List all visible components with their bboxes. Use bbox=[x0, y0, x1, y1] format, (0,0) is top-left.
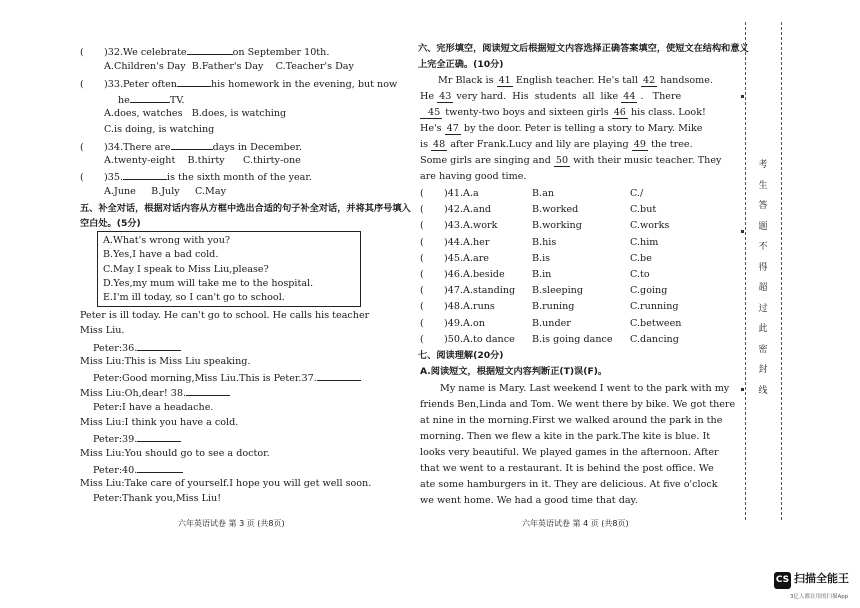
section-7-title: 七、阅读理解(20分) bbox=[418, 350, 504, 361]
cloze-line: are having good time. bbox=[420, 171, 527, 182]
answer-blank[interactable] bbox=[137, 430, 181, 442]
option-b: B.is bbox=[532, 252, 551, 264]
question-number: )43. bbox=[444, 220, 464, 232]
dialogue-line: Miss Liu:You should go to see a doctor. bbox=[80, 448, 270, 459]
cloze-choice-row bbox=[420, 218, 497, 234]
page-3 bbox=[0, 0, 420, 608]
option-b: B.working bbox=[532, 220, 582, 232]
option-b: B.runing bbox=[532, 301, 575, 313]
box-option-e: E.I'm ill today, so I can't go to school. bbox=[103, 292, 285, 303]
dialogue-line: Peter:Thank you,Miss Liu! bbox=[93, 493, 222, 504]
reading-line: that we went to a restaurant. It is behind the post office. We bbox=[420, 463, 714, 474]
dialogue-line: Peter:I have a headache. bbox=[93, 402, 214, 413]
question-35-options bbox=[104, 184, 226, 200]
option-b: B.under bbox=[532, 317, 571, 329]
answer-paren[interactable]: ( bbox=[420, 333, 424, 345]
seal-notice-char: 生 bbox=[758, 180, 768, 191]
option-a: A.and bbox=[463, 204, 492, 216]
dialogue-intro: Peter is ill today. He can't go to school. He calls his teacher bbox=[80, 310, 370, 321]
section-5-title: 五、补全对话，根据对话内容从方框中选出合适的句子补全对话，并将其序号填入 bbox=[80, 203, 411, 214]
option-b: B.is going dance bbox=[532, 333, 613, 345]
option-a: A.work bbox=[463, 220, 498, 232]
answer-paren[interactable]: ( bbox=[420, 301, 424, 313]
answer-paren[interactable]: ( bbox=[420, 269, 424, 280]
answer-blank[interactable] bbox=[177, 75, 211, 87]
option-c: C./ bbox=[630, 188, 644, 199]
option-c: C.works bbox=[630, 220, 670, 232]
seal-notice-char: 答 bbox=[758, 201, 768, 211]
option-c: C.running bbox=[630, 301, 679, 313]
section-7-subtitle: A.阅读短文，根据短文内容判断正(T)误(F)。 bbox=[420, 366, 608, 377]
seal-notice-char: 此 bbox=[758, 324, 768, 334]
seal-notice-char: 过 bbox=[758, 303, 768, 314]
dialogue-line: Miss Liu:This is Miss Liu speaking. bbox=[80, 356, 251, 367]
margin-mark bbox=[741, 388, 744, 391]
reading-line: at nine in the morning.First we walked around the park in the bbox=[420, 415, 723, 426]
cloze-choice-row bbox=[420, 299, 495, 315]
answer-blank[interactable] bbox=[317, 369, 361, 381]
question-number: )42. bbox=[444, 204, 464, 216]
seal-notice-char: 线 bbox=[758, 385, 768, 396]
option-c: C.him bbox=[630, 236, 659, 248]
seal-notice-char: 超 bbox=[758, 283, 768, 293]
option-b: B.does, is watching bbox=[191, 108, 287, 119]
question-number: )50. bbox=[444, 333, 464, 345]
question-number: )48. bbox=[444, 301, 464, 313]
cloze-choice-row bbox=[420, 235, 489, 251]
option-a: A.standing bbox=[463, 285, 516, 297]
cloze-line: Some girls are singing and 50 with their music teacher. They bbox=[420, 155, 722, 166]
cloze-choice-row bbox=[420, 283, 515, 299]
margin-mark bbox=[741, 230, 744, 233]
option-a: A.on bbox=[463, 317, 485, 329]
camscanner-name: 扫描全能王 bbox=[794, 572, 849, 585]
question-number: )41. bbox=[444, 188, 464, 199]
option-a: A.to dance bbox=[463, 333, 515, 345]
answer-blank[interactable] bbox=[186, 384, 230, 396]
option-b: B.his bbox=[532, 236, 557, 248]
box-option-c: C.May I speak to Miss Liu,please? bbox=[103, 264, 269, 275]
option-b: B.July bbox=[151, 186, 180, 197]
reading-line: ate some hamburgers in it. They are delicious. At five o'clock bbox=[420, 479, 718, 490]
dialogue-line: Miss Liu:I think you have a cold. bbox=[80, 417, 239, 428]
answer-paren[interactable]: ( bbox=[420, 220, 424, 232]
option-a: A.does, watches bbox=[104, 108, 183, 119]
option-b: B.thirty bbox=[187, 155, 225, 166]
page-footer: 六年英语试卷 第 3 页 (共8页) bbox=[178, 519, 285, 528]
seal-notice-char: 考 bbox=[758, 160, 768, 170]
cloze-line: 45 twenty-two boys and sixteen girls 46 his class. Look! bbox=[420, 105, 706, 121]
dialogue-line: Peter:39. bbox=[93, 430, 181, 448]
seal-line bbox=[745, 22, 746, 520]
answer-blank[interactable] bbox=[171, 138, 213, 150]
option-c: C.thirty-one bbox=[242, 155, 301, 166]
option-c: C.between bbox=[630, 317, 682, 329]
option-b: B.in bbox=[532, 269, 552, 280]
question-32-options bbox=[104, 59, 354, 75]
cloze-line: He 43 very hard. His students all like 44 . There bbox=[420, 91, 682, 102]
option-c: C.but bbox=[630, 204, 657, 216]
dialogue-line: Peter:36. bbox=[93, 339, 181, 357]
cloze-choice-row bbox=[420, 202, 491, 218]
dialogue-intro-cont: Miss Liu. bbox=[80, 325, 125, 336]
question-34: ( )34.There are days in December. bbox=[80, 138, 302, 156]
option-a: A.are bbox=[463, 252, 489, 264]
question-35: ( )35. is the sixth month of the year. bbox=[80, 168, 312, 186]
option-b: B.worked bbox=[532, 204, 579, 216]
dialogue-line: Peter:Good morning,Miss Liu.This is Peter.37. bbox=[93, 369, 361, 387]
option-b: B.Father's Day bbox=[191, 61, 264, 72]
margin-mark bbox=[741, 95, 744, 98]
reading-line: we went home. We had a good time that day. bbox=[420, 495, 638, 506]
option-c: C.May bbox=[194, 186, 226, 197]
camscanner-tagline: 3亿人都在用的扫描App bbox=[790, 594, 849, 600]
option-a: A.Children's Day bbox=[104, 61, 186, 72]
cloze-choice-row bbox=[420, 267, 505, 283]
seal-notice-char: 题 bbox=[758, 221, 768, 232]
dialogue-line: Miss Liu:Oh,dear! 38. bbox=[80, 384, 230, 402]
cloze-line: is 48 after Frank.Lucy and lily are playing 49 the tree. bbox=[420, 139, 693, 150]
section-6-title: 六、完形填空，阅读短文后根据短文内容选择正确答案填空，使短文在结构和意义 bbox=[418, 43, 749, 54]
answer-paren[interactable]: ( bbox=[420, 204, 424, 216]
reading-line: looks very beautiful. We played games in the afternoon. After bbox=[420, 447, 719, 458]
option-c: C.is doing, is watching bbox=[104, 124, 215, 135]
answer-paren[interactable]: ( bbox=[420, 252, 424, 264]
cloze-line: He's 47 by the door. Peter is telling a story to Mary. Mike bbox=[420, 123, 703, 134]
seal-notice-char: 封 bbox=[758, 365, 768, 375]
answer-blank[interactable] bbox=[130, 91, 170, 103]
question-33-line2: he TV. bbox=[118, 91, 185, 109]
page-footer: 六年英语试卷 第 4 页 (共8页) bbox=[522, 519, 629, 528]
question-number: )46. bbox=[444, 269, 464, 280]
answer-blank[interactable] bbox=[137, 461, 183, 473]
question-33-options bbox=[104, 106, 286, 122]
answer-paren[interactable]: ( bbox=[420, 236, 424, 248]
question-number: )47. bbox=[444, 285, 464, 297]
option-c: C.Teacher's Day bbox=[275, 61, 354, 72]
box-option-a: A.What's wrong with you? bbox=[103, 235, 231, 246]
option-c: C.be bbox=[630, 252, 652, 264]
section-6-title-cont: 上完全正确。(10分) bbox=[418, 59, 504, 70]
seal-line-outer bbox=[781, 22, 782, 520]
cloze-choice-row bbox=[420, 251, 489, 267]
camscanner-logo-icon: CS bbox=[774, 572, 791, 589]
answer-blank[interactable] bbox=[137, 339, 181, 351]
cloze-choice-row bbox=[420, 332, 515, 348]
reading-line: morning. Then we flew a kite in the park.The kite is blue. It bbox=[420, 431, 711, 442]
cloze-choice-row bbox=[420, 186, 479, 202]
question-number: )45. bbox=[444, 252, 464, 264]
question-34-options bbox=[104, 153, 301, 169]
answer-paren[interactable]: ( bbox=[420, 317, 424, 329]
answer-paren[interactable]: ( bbox=[420, 285, 424, 297]
seal-notice-char: 得 bbox=[758, 262, 768, 273]
option-a: A.her bbox=[463, 236, 490, 248]
option-a: A.runs bbox=[463, 301, 495, 313]
dialogue-line: Peter:40. bbox=[93, 461, 183, 479]
page-4 bbox=[420, 0, 860, 608]
question-33: ( )33.Peter often his homework in the evening, but now bbox=[80, 75, 397, 93]
option-b: B.sleeping bbox=[532, 285, 583, 297]
question-number: )44. bbox=[444, 236, 464, 248]
reading-line: friends Ben,Linda and Tom. We went there by bike. We got there bbox=[420, 399, 736, 410]
option-b: B.an bbox=[532, 188, 554, 199]
cloze-line: Mr Black is 41 English teacher. He's tall 42 handsome. bbox=[438, 75, 714, 86]
option-c: C.to bbox=[630, 269, 650, 280]
option-a: A.a bbox=[463, 188, 479, 199]
dialogue-line: Miss Liu:Take care of yourself.I hope you will get well soon. bbox=[80, 478, 372, 489]
answer-blank[interactable] bbox=[123, 168, 167, 180]
seal-notice-char: 不 bbox=[758, 242, 768, 252]
box-option-b: B.Yes,I have a bad cold. bbox=[103, 249, 219, 260]
seal-notice-char: 密 bbox=[758, 344, 768, 355]
option-c: C.dancing bbox=[630, 333, 679, 345]
section-5-title-cont: 空白处。(5分) bbox=[80, 218, 141, 229]
option-a: A.twenty-eight bbox=[104, 155, 176, 166]
answer-blank[interactable] bbox=[187, 43, 233, 55]
answer-paren[interactable]: ( bbox=[420, 188, 424, 199]
question-number: )49. bbox=[444, 317, 464, 329]
box-option-d: D.Yes,my mum will take me to the hospital. bbox=[103, 278, 314, 289]
question-32: ( )32.We celebrate on September 10th. bbox=[80, 43, 329, 61]
option-c: C.going bbox=[630, 285, 668, 297]
cloze-choice-row bbox=[420, 316, 485, 332]
option-a: A.beside bbox=[463, 269, 505, 280]
option-a: A.June bbox=[104, 186, 136, 197]
reading-line: My name is Mary. Last weekend I went to the park with my bbox=[440, 383, 730, 394]
